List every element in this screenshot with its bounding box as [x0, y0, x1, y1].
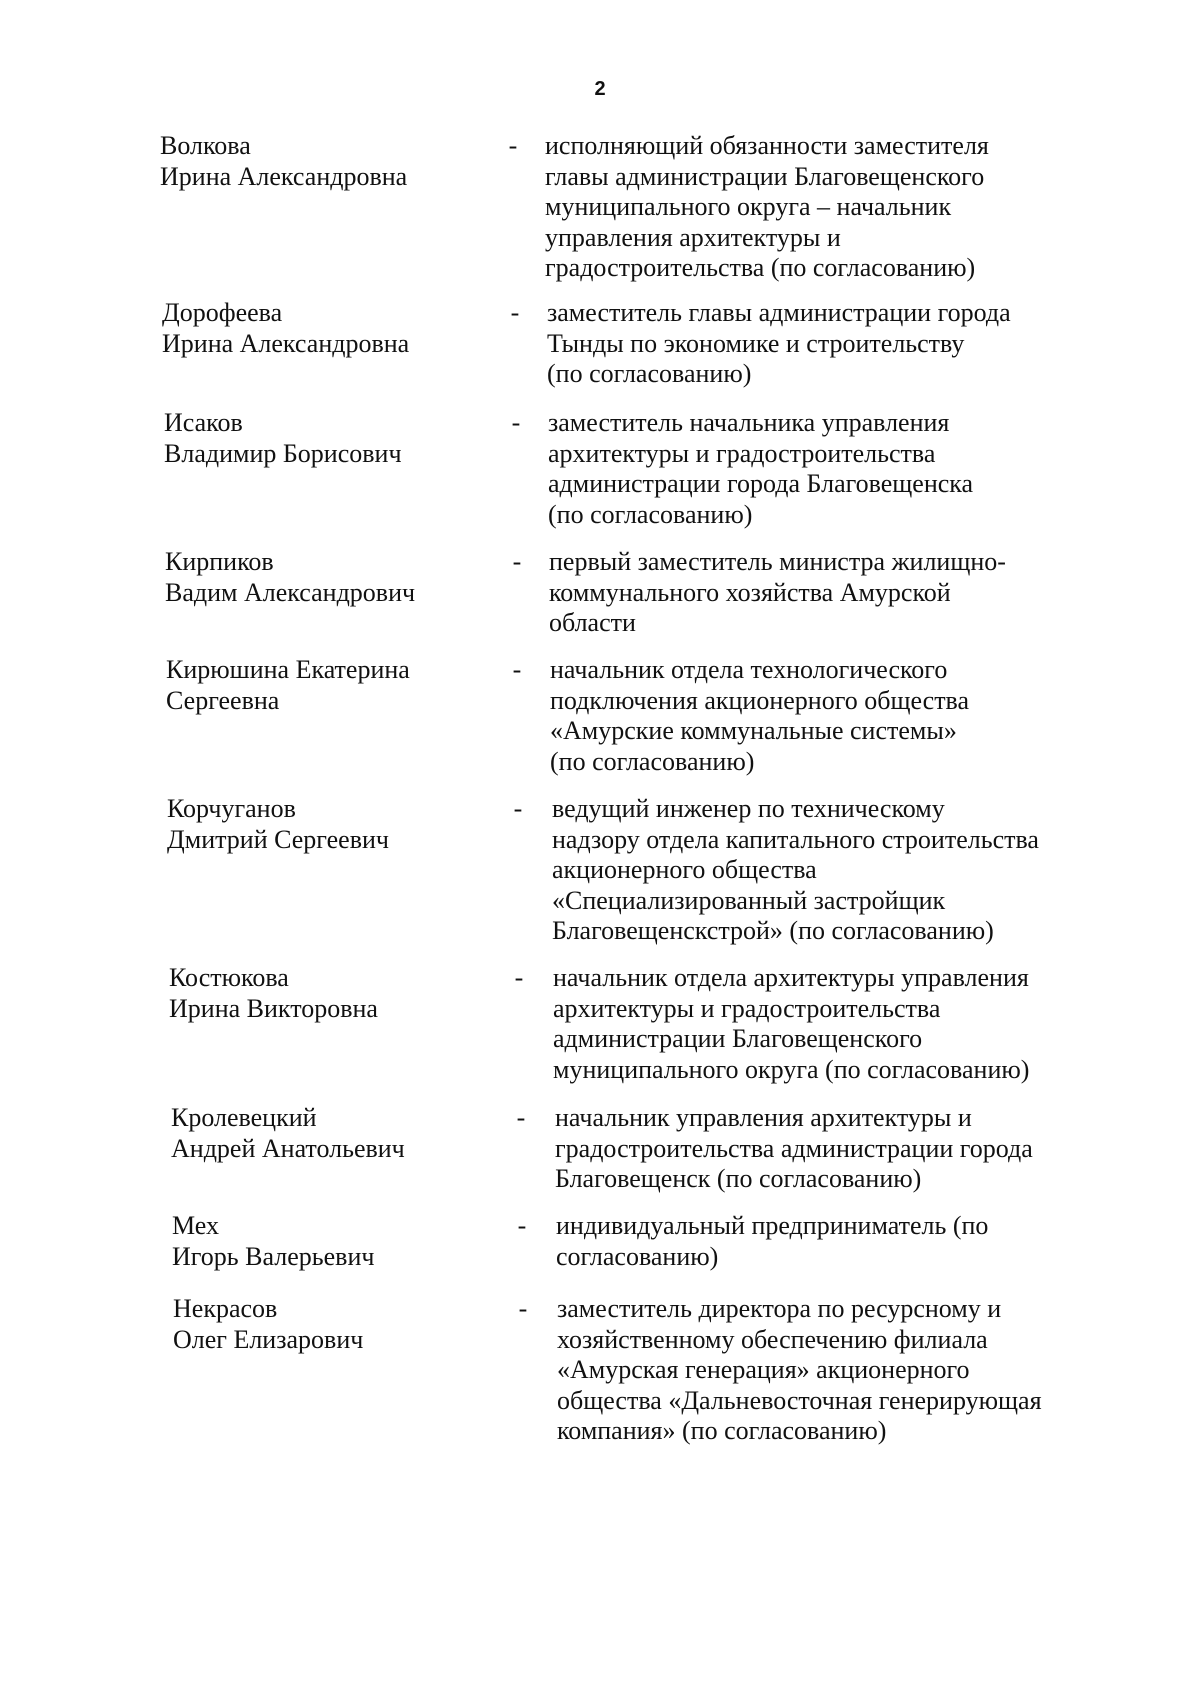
role-line: заместитель начальника управления [548, 408, 950, 437]
member-given-names: Ирина Александровна [160, 161, 408, 191]
role-line: (по согласованию) [547, 359, 752, 388]
member-surname: Исаков [164, 408, 243, 437]
member-name [160, 131, 490, 192]
role-line: надзору отдела капитального строительства [552, 824, 1039, 854]
member-surname: Кролевецкий [171, 1103, 317, 1132]
member-role [557, 1294, 1097, 1447]
member-surname: Дорофеева [162, 298, 283, 327]
member-surname: Костюкова [169, 963, 289, 992]
role-line: первый заместитель министра жилищно- [549, 547, 1006, 576]
member-role [545, 131, 1085, 284]
role-line: «Амурские коммунальные системы» [550, 716, 957, 745]
dash-separator: - [517, 1211, 527, 1240]
role-line: согласованию) [556, 1241, 719, 1271]
dash-separator: - [514, 963, 524, 992]
role-line: главы администрации Благовещенского [545, 161, 985, 191]
role-line: (по согласованию) [548, 499, 753, 529]
role-line: муниципального округа (по согласованию) [553, 1054, 1030, 1084]
member-role [552, 794, 1092, 947]
member-name [169, 963, 499, 1024]
role-line: градостроительства администрации города [555, 1133, 1033, 1163]
member-name [167, 794, 497, 855]
page-number: 2 [594, 78, 606, 100]
member-name [165, 547, 495, 608]
role-line: Благовещенскстрой» (по согласованию) [552, 916, 994, 945]
member-role [548, 408, 1088, 530]
member-given-names: Вадим Александрович [165, 577, 416, 607]
member-given-names: Ирина Викторовна [169, 993, 378, 1023]
dash-separator: - [513, 794, 523, 823]
role-line: начальник отдела технологического [550, 655, 948, 684]
dash-separator: - [512, 547, 522, 576]
role-line: подключения акционерного общества [550, 685, 970, 715]
role-line: администрации Благовещенского [553, 1024, 923, 1053]
role-line: коммунального хозяйства Амурской [549, 577, 951, 607]
role-line: исполняющий обязанности заместителя [545, 131, 989, 160]
member-role [553, 963, 1093, 1085]
dash-separator: - [518, 1294, 528, 1323]
member-surname: Кирюшина Екатерина [166, 655, 410, 684]
dash-separator: - [511, 408, 521, 437]
member-given-names: Сергеевна [166, 685, 280, 715]
dash-separator: - [516, 1103, 526, 1132]
member-name [173, 1294, 503, 1355]
role-line: архитектуры и градостроительства [548, 438, 936, 468]
member-name [162, 298, 492, 359]
role-line: начальник управления архитектуры и [555, 1103, 972, 1132]
dash-separator: - [512, 655, 522, 684]
role-line: хозяйственному обеспечению филиала [557, 1324, 988, 1354]
member-role [555, 1103, 1095, 1195]
member-surname: Корчуганов [167, 794, 296, 823]
member-role [547, 298, 1087, 390]
member-given-names: Игорь Валерьевич [172, 1241, 375, 1271]
member-name [171, 1103, 501, 1164]
role-line: Благовещенск (по согласованию) [555, 1164, 922, 1193]
role-line: компания» (по согласованию) [557, 1416, 887, 1445]
role-line: архитектуры и градостроительства [553, 993, 941, 1023]
member-given-names: Дмитрий Сергеевич [167, 824, 389, 854]
member-role [556, 1211, 1096, 1272]
role-line: области [549, 608, 636, 637]
member-surname: Некрасов [173, 1294, 278, 1323]
role-line: начальник отдела архитектуры управления [553, 963, 1029, 992]
member-role [550, 655, 1090, 777]
member-given-names: Ирина Александровна [162, 328, 410, 358]
dash-separator: - [510, 298, 520, 327]
member-surname: Мех [172, 1211, 219, 1240]
member-given-names: Андрей Анатольевич [171, 1133, 405, 1163]
role-line: заместитель главы администрации города [547, 298, 1011, 327]
role-line: Тынды по экономике и строительству [547, 328, 965, 358]
role-line: индивидуальный предприниматель (по [556, 1211, 989, 1240]
role-line: акционерного общества [552, 855, 817, 884]
member-given-names: Владимир Борисович [164, 438, 402, 468]
role-line: управления архитектуры и [545, 222, 841, 252]
member-name [166, 655, 496, 716]
role-line: градостроительства (по согласованию) [545, 253, 976, 282]
role-line: «Специализированный застройщик [552, 885, 946, 915]
role-line: заместитель директора по ресурсному и [557, 1294, 1002, 1323]
member-surname: Кирпиков [165, 547, 274, 576]
role-line: муниципального округа – начальник [545, 192, 952, 221]
role-line: общества «Дальневосточная генерирующая [557, 1385, 1042, 1415]
role-line: «Амурская генерация» акционерного [557, 1355, 970, 1384]
member-name [164, 408, 494, 469]
role-line: ведущий инженер по техническому [552, 794, 945, 823]
member-surname: Волкова [160, 131, 251, 160]
role-line: администрации города Благовещенска [548, 469, 974, 498]
role-line: (по согласованию) [550, 746, 755, 776]
dash-separator: - [508, 131, 518, 160]
member-given-names: Олег Елизарович [173, 1324, 364, 1354]
member-role [549, 547, 1089, 639]
member-name [172, 1211, 502, 1272]
